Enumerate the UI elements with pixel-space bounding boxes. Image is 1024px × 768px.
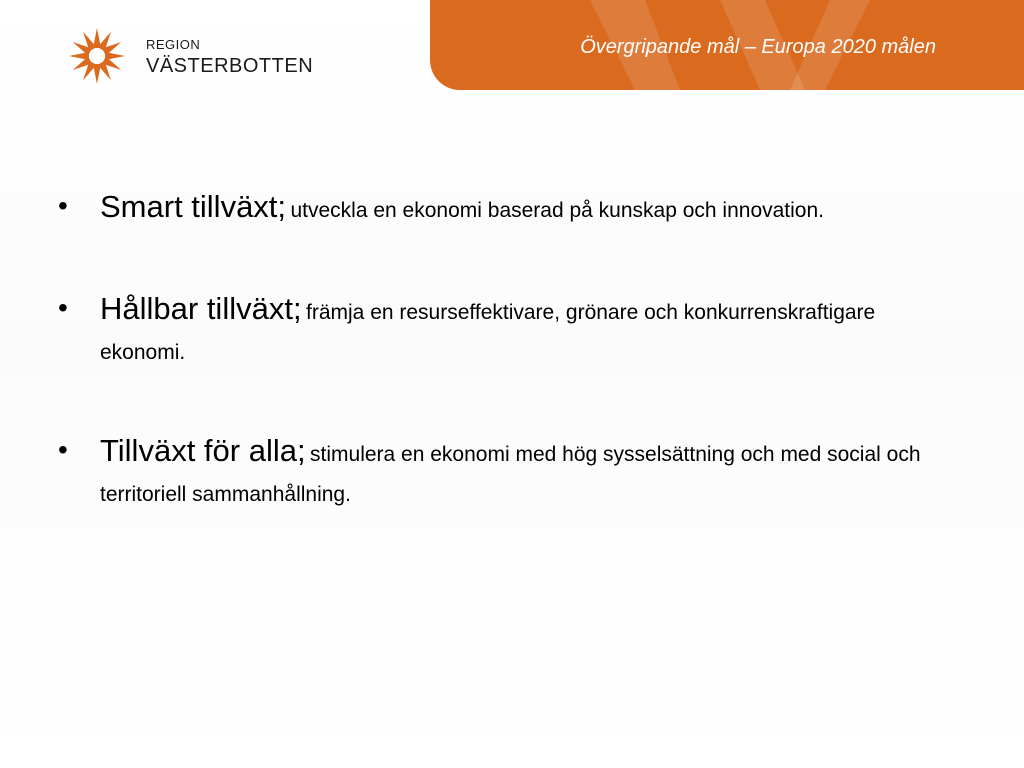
logo-text-region: REGION xyxy=(146,37,201,52)
bullet-lead: Hållbar tillväxt; xyxy=(100,291,302,326)
bullet-item-inclusive-growth xyxy=(58,432,958,516)
bullet-marker: • xyxy=(58,434,68,465)
bullet-item-smart-growth xyxy=(58,188,958,232)
bullet-text: stimulera en ekonomi med hög sysselsättning och med social och territoriell sammanhållning. xyxy=(100,443,921,506)
region-vasterbotten-logo xyxy=(64,26,344,88)
bullet-text: främja en resurseffektivare, grönare och konkurrenskraftigare ekonomi. xyxy=(100,301,876,364)
sun-star-icon xyxy=(64,26,130,86)
logo-text-vasterbotten: VÄSTERBOTTEN xyxy=(146,55,314,77)
bullet-list xyxy=(58,188,958,574)
bullet-item-sustainable-growth xyxy=(58,290,958,374)
header-band xyxy=(430,0,1024,90)
bullet-text: utveckla en ekonomi baserad på kunskap och innovation. xyxy=(290,199,824,222)
bullet-lead: Tillväxt för alla; xyxy=(100,433,306,468)
slide-title: Övergripande mål – Europa 2020 målen xyxy=(580,36,936,58)
bullet-lead: Smart tillväxt; xyxy=(100,189,287,224)
bullet-marker: • xyxy=(58,292,68,323)
bullet-marker: • xyxy=(58,190,68,221)
